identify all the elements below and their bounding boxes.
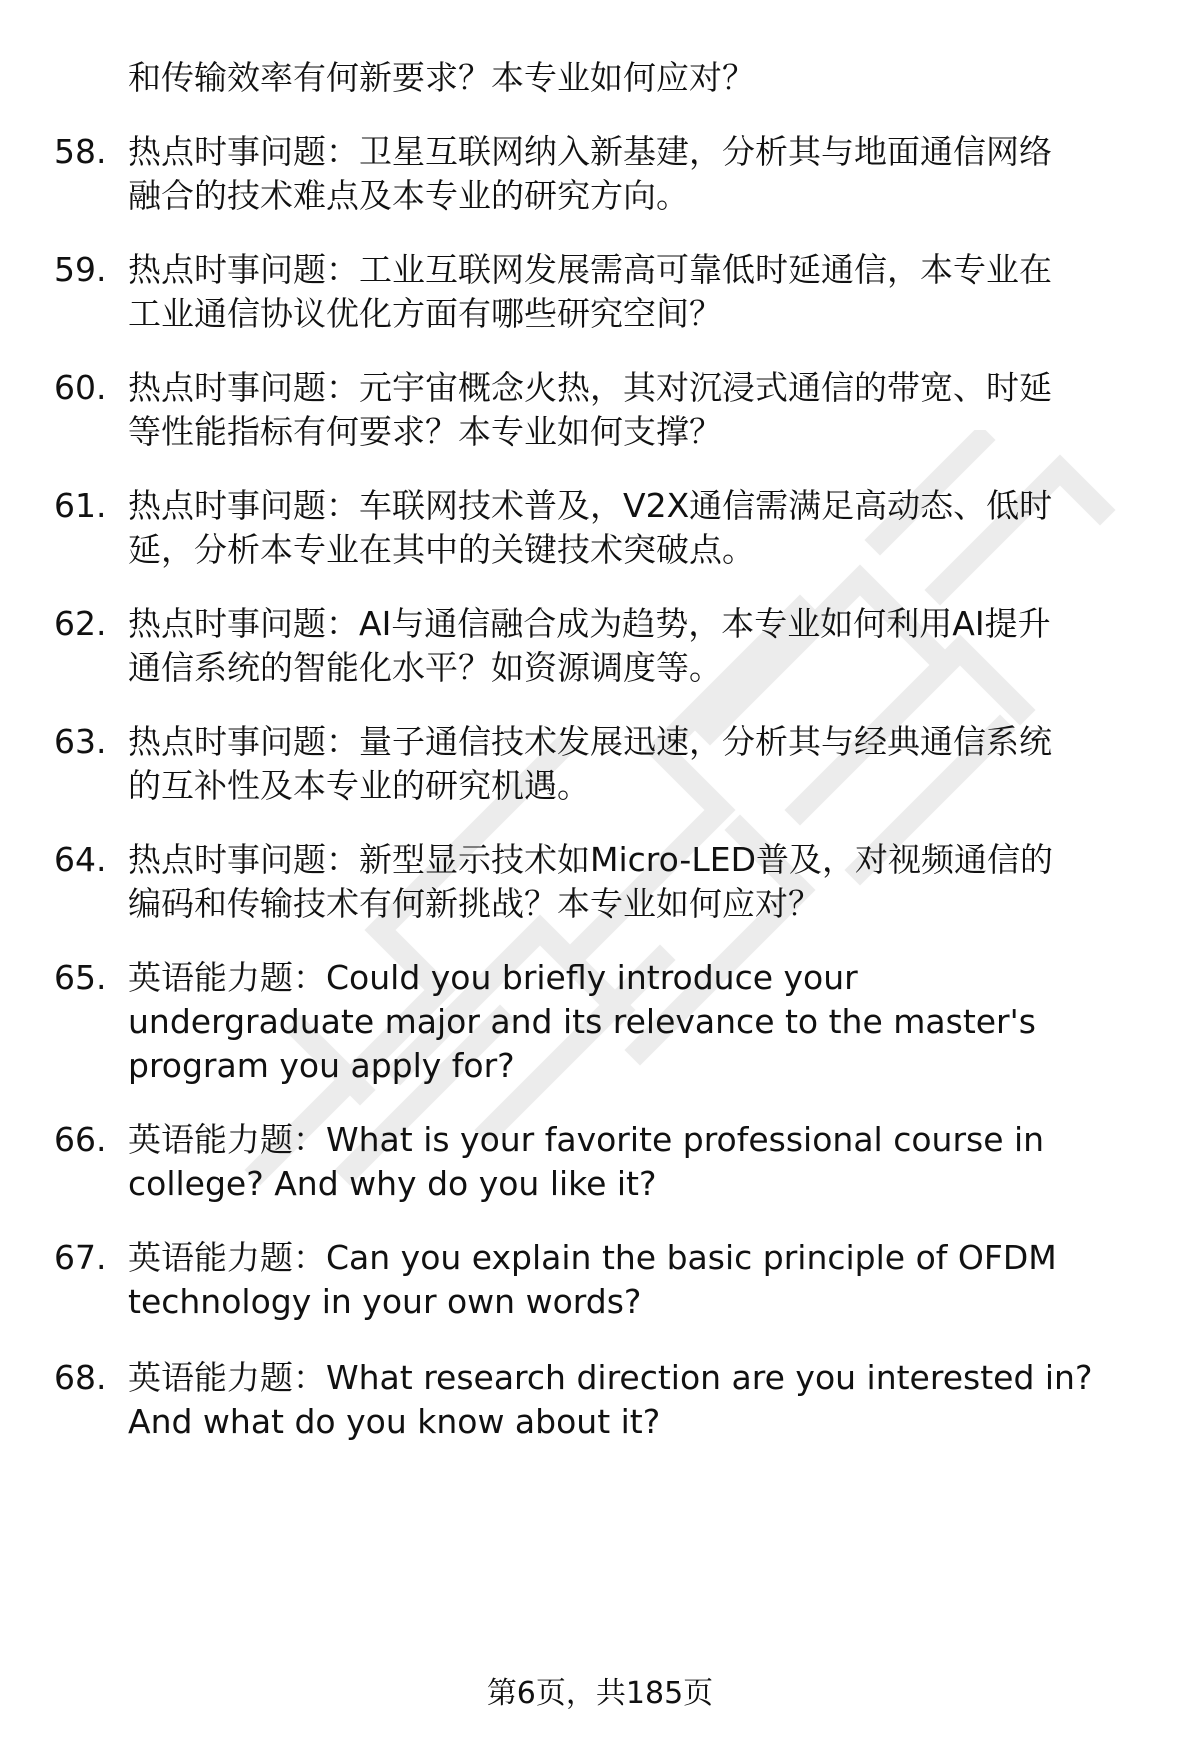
question-text-line: 热点时事问题：元宇宙概念火热，其对沉浸式通信的带宽、时延 xyxy=(128,368,1052,407)
question-text-line: 热点时事问题：工业互联网发展需高可靠低时延通信，本专业在 xyxy=(128,250,1052,289)
question-text-line: 延，分析本专业在其中的关键技术突破点。 xyxy=(128,530,755,569)
question-text-line: 热点时事问题：新型显示技术如Micro-LED普及，对视频通信的 xyxy=(128,840,1053,879)
question-text-line: 通信系统的智能化水平？如资源调度等。 xyxy=(128,648,722,687)
question-text-line: 热点时事问题：AI与通信融合成为趋势，本专业如何利用AI提升 xyxy=(128,604,1051,643)
question-text-line: 英语能力题：What research direction are you interested in? xyxy=(128,1358,1093,1397)
question-text-line: 融合的技术难点及本专业的研究方向。 xyxy=(128,176,689,215)
question-text-line: undergraduate major and its relevance to the master's xyxy=(128,1002,1036,1041)
question-text-line: 等性能指标有何要求？本专业如何支撑？ xyxy=(128,412,722,451)
question-text-line: 英语能力题：What is your favorite professional course in xyxy=(128,1120,1045,1159)
question-number: 61. xyxy=(54,486,107,525)
question-text-line: 热点时事问题：量子通信技术发展迅速，分析其与经典通信系统 xyxy=(128,722,1052,761)
question-number: 63. xyxy=(54,722,107,761)
continuation-line: 和传输效率有何新要求？本专业如何应对？ xyxy=(128,58,755,97)
question-number: 62. xyxy=(54,604,107,643)
question-text-line: program you apply for? xyxy=(128,1046,515,1085)
question-number: 59. xyxy=(54,250,107,289)
page-indicator: 第6页，共185页 xyxy=(486,1676,714,1711)
question-text-line: 英语能力题：Can you explain the basic principle of OFDM xyxy=(128,1238,1057,1277)
question-number: 68. xyxy=(54,1358,107,1397)
question-text-line: 编码和传输技术有何新挑战？本专业如何应对？ xyxy=(128,884,821,923)
question-number: 65. xyxy=(54,958,107,997)
question-text-line: college? And why do you like it? xyxy=(128,1164,657,1203)
question-number: 67. xyxy=(54,1238,107,1277)
question-text-line: 热点时事问题：车联网技术普及，V2X通信需满足高动态、低时 xyxy=(128,486,1053,525)
question-number: 60. xyxy=(54,368,107,407)
question-text-line: 热点时事问题：卫星互联网纳入新基建，分析其与地面通信网络 xyxy=(128,132,1052,171)
question-number: 64. xyxy=(54,840,107,879)
question-text-line: 的互补性及本专业的研究机遇。 xyxy=(128,766,590,805)
question-number: 58. xyxy=(54,132,107,171)
question-text-line: technology in your own words? xyxy=(128,1282,642,1321)
question-text-line: 英语能力题：Could you briefly introduce your xyxy=(128,958,858,997)
question-text-line: And what do you know about it? xyxy=(128,1402,661,1441)
question-text-line: 工业通信协议优化方面有哪些研究空间？ xyxy=(128,294,722,333)
question-number: 66. xyxy=(54,1120,107,1159)
